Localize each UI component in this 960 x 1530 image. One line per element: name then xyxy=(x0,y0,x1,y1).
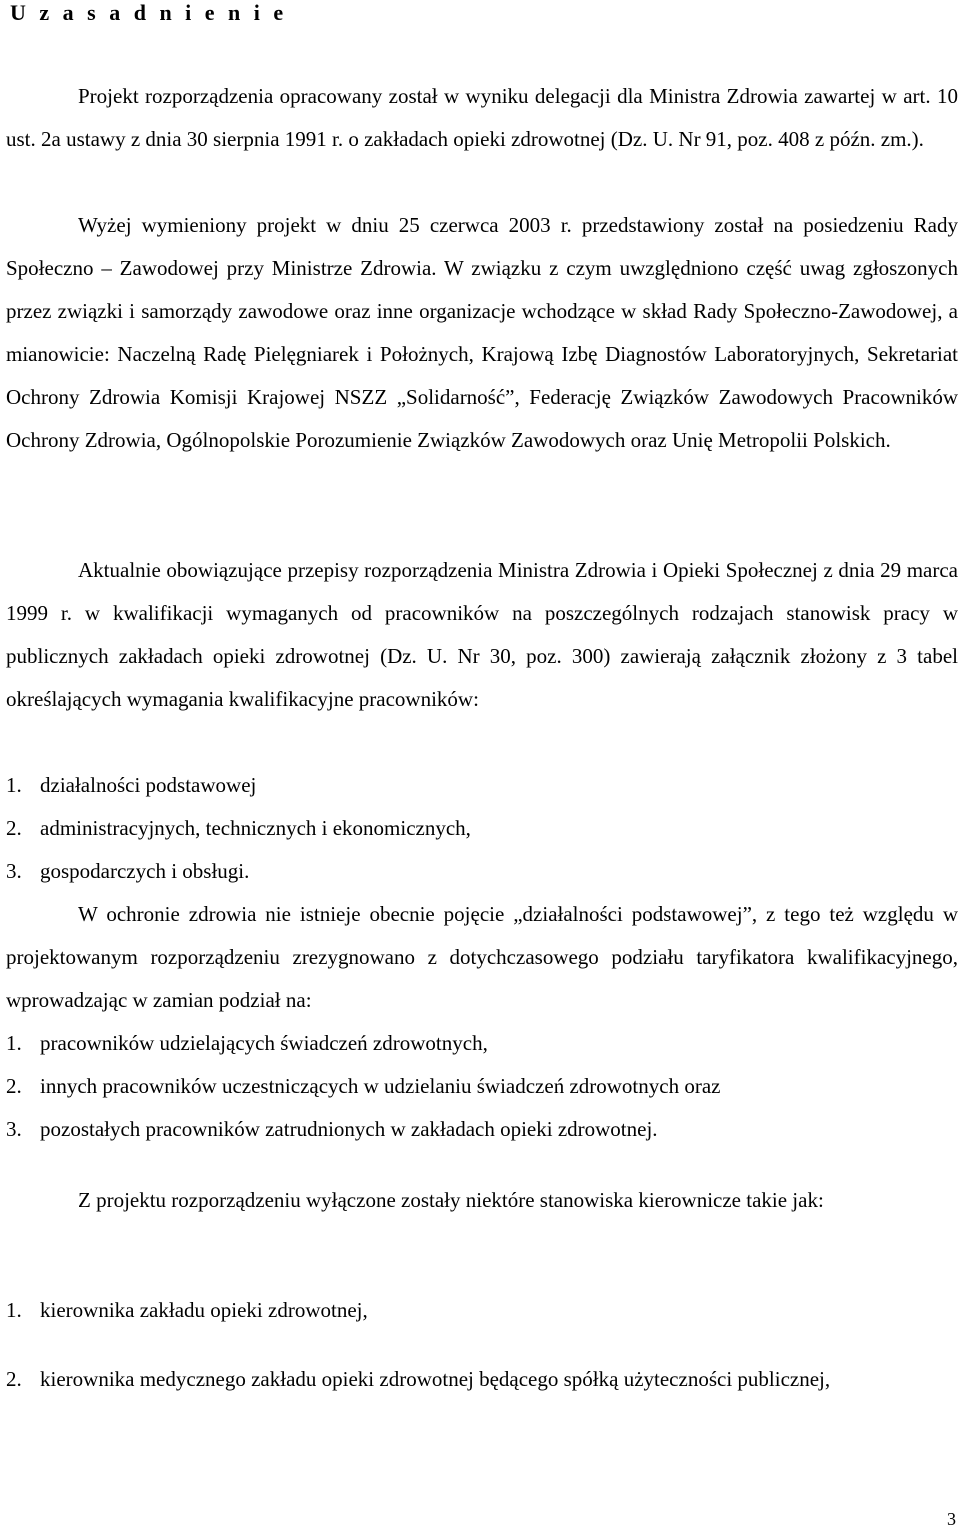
list-item-text: kierownika medycznego zakładu opieki zdrowotnej będącego spółką użyteczności publicznej, xyxy=(40,1367,831,1391)
paragraph-excluded-positions xyxy=(6,1179,958,1221)
paragraph-current-regulations: Aktualnie obowiązujące przepisy rozporządzenia Ministra Zdrowia i Opieki Społecznej z dnia 29 marca 1999 r. w kwalifikacji wymaganych od pracowników na poszczególnych rodzajach stanowisk pracy w publicznych zakładach opieki zdrowotnej (Dz. U. Nr 30, poz. 300) zawierają załącznik złożony z 3 tabel określających wymagania kwalifikacyjne pracowników: xyxy=(6,558,958,711)
list-item-text: innych pracowników uczestniczących w udzielaniu świadczeń zdrowotnych oraz xyxy=(40,1074,721,1098)
list-item xyxy=(6,1108,958,1151)
list-item xyxy=(6,1022,958,1065)
list-item-number: 2. xyxy=(6,1367,22,1391)
page-number: 3 xyxy=(947,1509,956,1529)
list-item xyxy=(6,1289,958,1332)
list-item-number: 1. xyxy=(6,773,22,797)
list-item-number: 2. xyxy=(6,816,22,840)
list-item-number: 3. xyxy=(6,859,22,883)
list-item-number: 2. xyxy=(6,1074,22,1098)
list-item xyxy=(6,850,958,893)
list-item-text: działalności podstawowej xyxy=(40,773,257,797)
list-item xyxy=(6,807,958,850)
list-item xyxy=(6,764,958,807)
list-item-number: 3. xyxy=(6,1117,22,1141)
list-item-number: 1. xyxy=(6,1031,22,1055)
list-item xyxy=(6,1358,958,1401)
list-item-text: gospodarczych i obsługi. xyxy=(40,859,250,883)
list-item-text: pozostałych pracowników zatrudnionych w zakładach opieki zdrowotnej. xyxy=(40,1117,658,1141)
list-item-text: administracyjnych, technicznych i ekonomicznych, xyxy=(40,816,471,840)
list-item xyxy=(6,1065,958,1108)
list-item-text: pracowników udzielających świadczeń zdrowotnych, xyxy=(40,1031,488,1055)
paragraph-council-consultation: Wyżej wymieniony projekt w dniu 25 czerwca 2003 r. przedstawiony został na posiedzeniu Rady Społeczno – Zawodowej przy Ministrze Zdrowia. W związku z czym uwzględniono część uwag zgłoszonych przez związki i samorządy zawodowe oraz inne organizacje wchodzące w skład Rady Społeczno-Zawodowej, a mianowicie: Naczelną Radę Pielęgniarek i Położnych, Krajową Izbę Diagnostów Laboratoryjnych, Sekretariat Ochrony Zdrowia Komisji Krajowej NSZZ „Solidarność”, Federację Związków Zawodowych Pracowników Ochrony Zdrowia, Ogólnopolskie Porozumienie Związków Zawodowych oraz Unię Metropolii Polskich. xyxy=(6,213,958,452)
paragraph-new-division: W ochronie zdrowia nie istnieje obecnie pojęcie „działalności podstawowej”, z tego też względu w projektowanym rozporządzeniu zrezygnowano z dotychczasowego podziału taryfikatora kwalifikacyjnego, wprowadzając w zamian podział na: xyxy=(6,902,958,1012)
list-item-text: kierownika zakładu opieki zdrowotnej, xyxy=(40,1298,368,1322)
paragraph-delegation: Projekt rozporządzenia opracowany został w wyniku delegacji dla Ministra Zdrowia zawartej w art. 10 ust. 2a ustawy z dnia 30 sierpnia 1991 r. o zakładach opieki zdrowotnej (Dz. U. Nr 91, poz. 408 z późn. zm.). xyxy=(6,84,958,151)
paragraph-excluded-positions-text: Z projektu rozporządzeniu wyłączone zostały niektóre stanowiska kierownicze takie jak: xyxy=(78,1188,824,1212)
list-item-number: 1. xyxy=(6,1298,22,1322)
document-heading: U z a s a d n i e n i e xyxy=(10,0,288,25)
